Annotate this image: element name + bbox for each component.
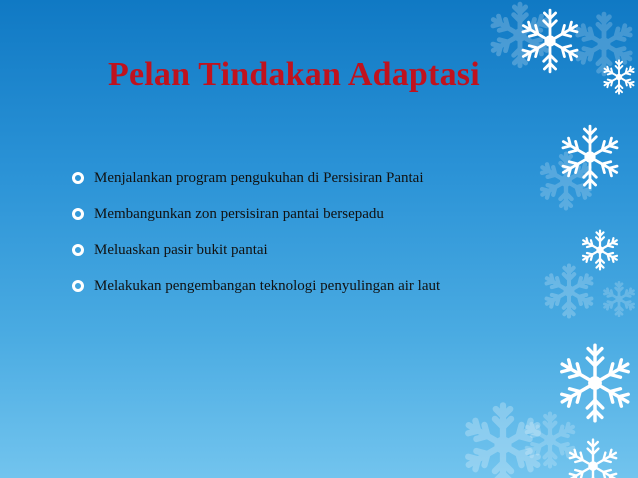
slide-title: Pelan Tindakan Adaptasi [108, 56, 480, 93]
bullet-marker-icon [72, 244, 84, 256]
snowflake-icon [570, 10, 638, 78]
bullet-item [72, 268, 552, 304]
bullet-marker-icon [72, 208, 84, 220]
bullet-label: Menjalankan program pengukuhan di Persisiran Pantai [94, 169, 424, 186]
bullet-item [72, 196, 552, 232]
bullet-list [72, 160, 552, 304]
bullet-marker-icon [72, 172, 84, 184]
bullet-label: Membangunkan zon persisiran pantai bersepadu [94, 205, 384, 222]
bullet-label: Melakukan pengembangan teknologi penyulingan air laut [94, 277, 441, 294]
bullet-marker-icon [72, 280, 84, 292]
snowflake-icon [520, 410, 580, 470]
snowflake-icon [480, 0, 560, 70]
bullet-item [72, 232, 552, 268]
snowflake-icon [600, 280, 638, 318]
bullet-item [72, 160, 552, 196]
bullet-label: Meluaskan pasir bukit pantai [94, 241, 268, 258]
